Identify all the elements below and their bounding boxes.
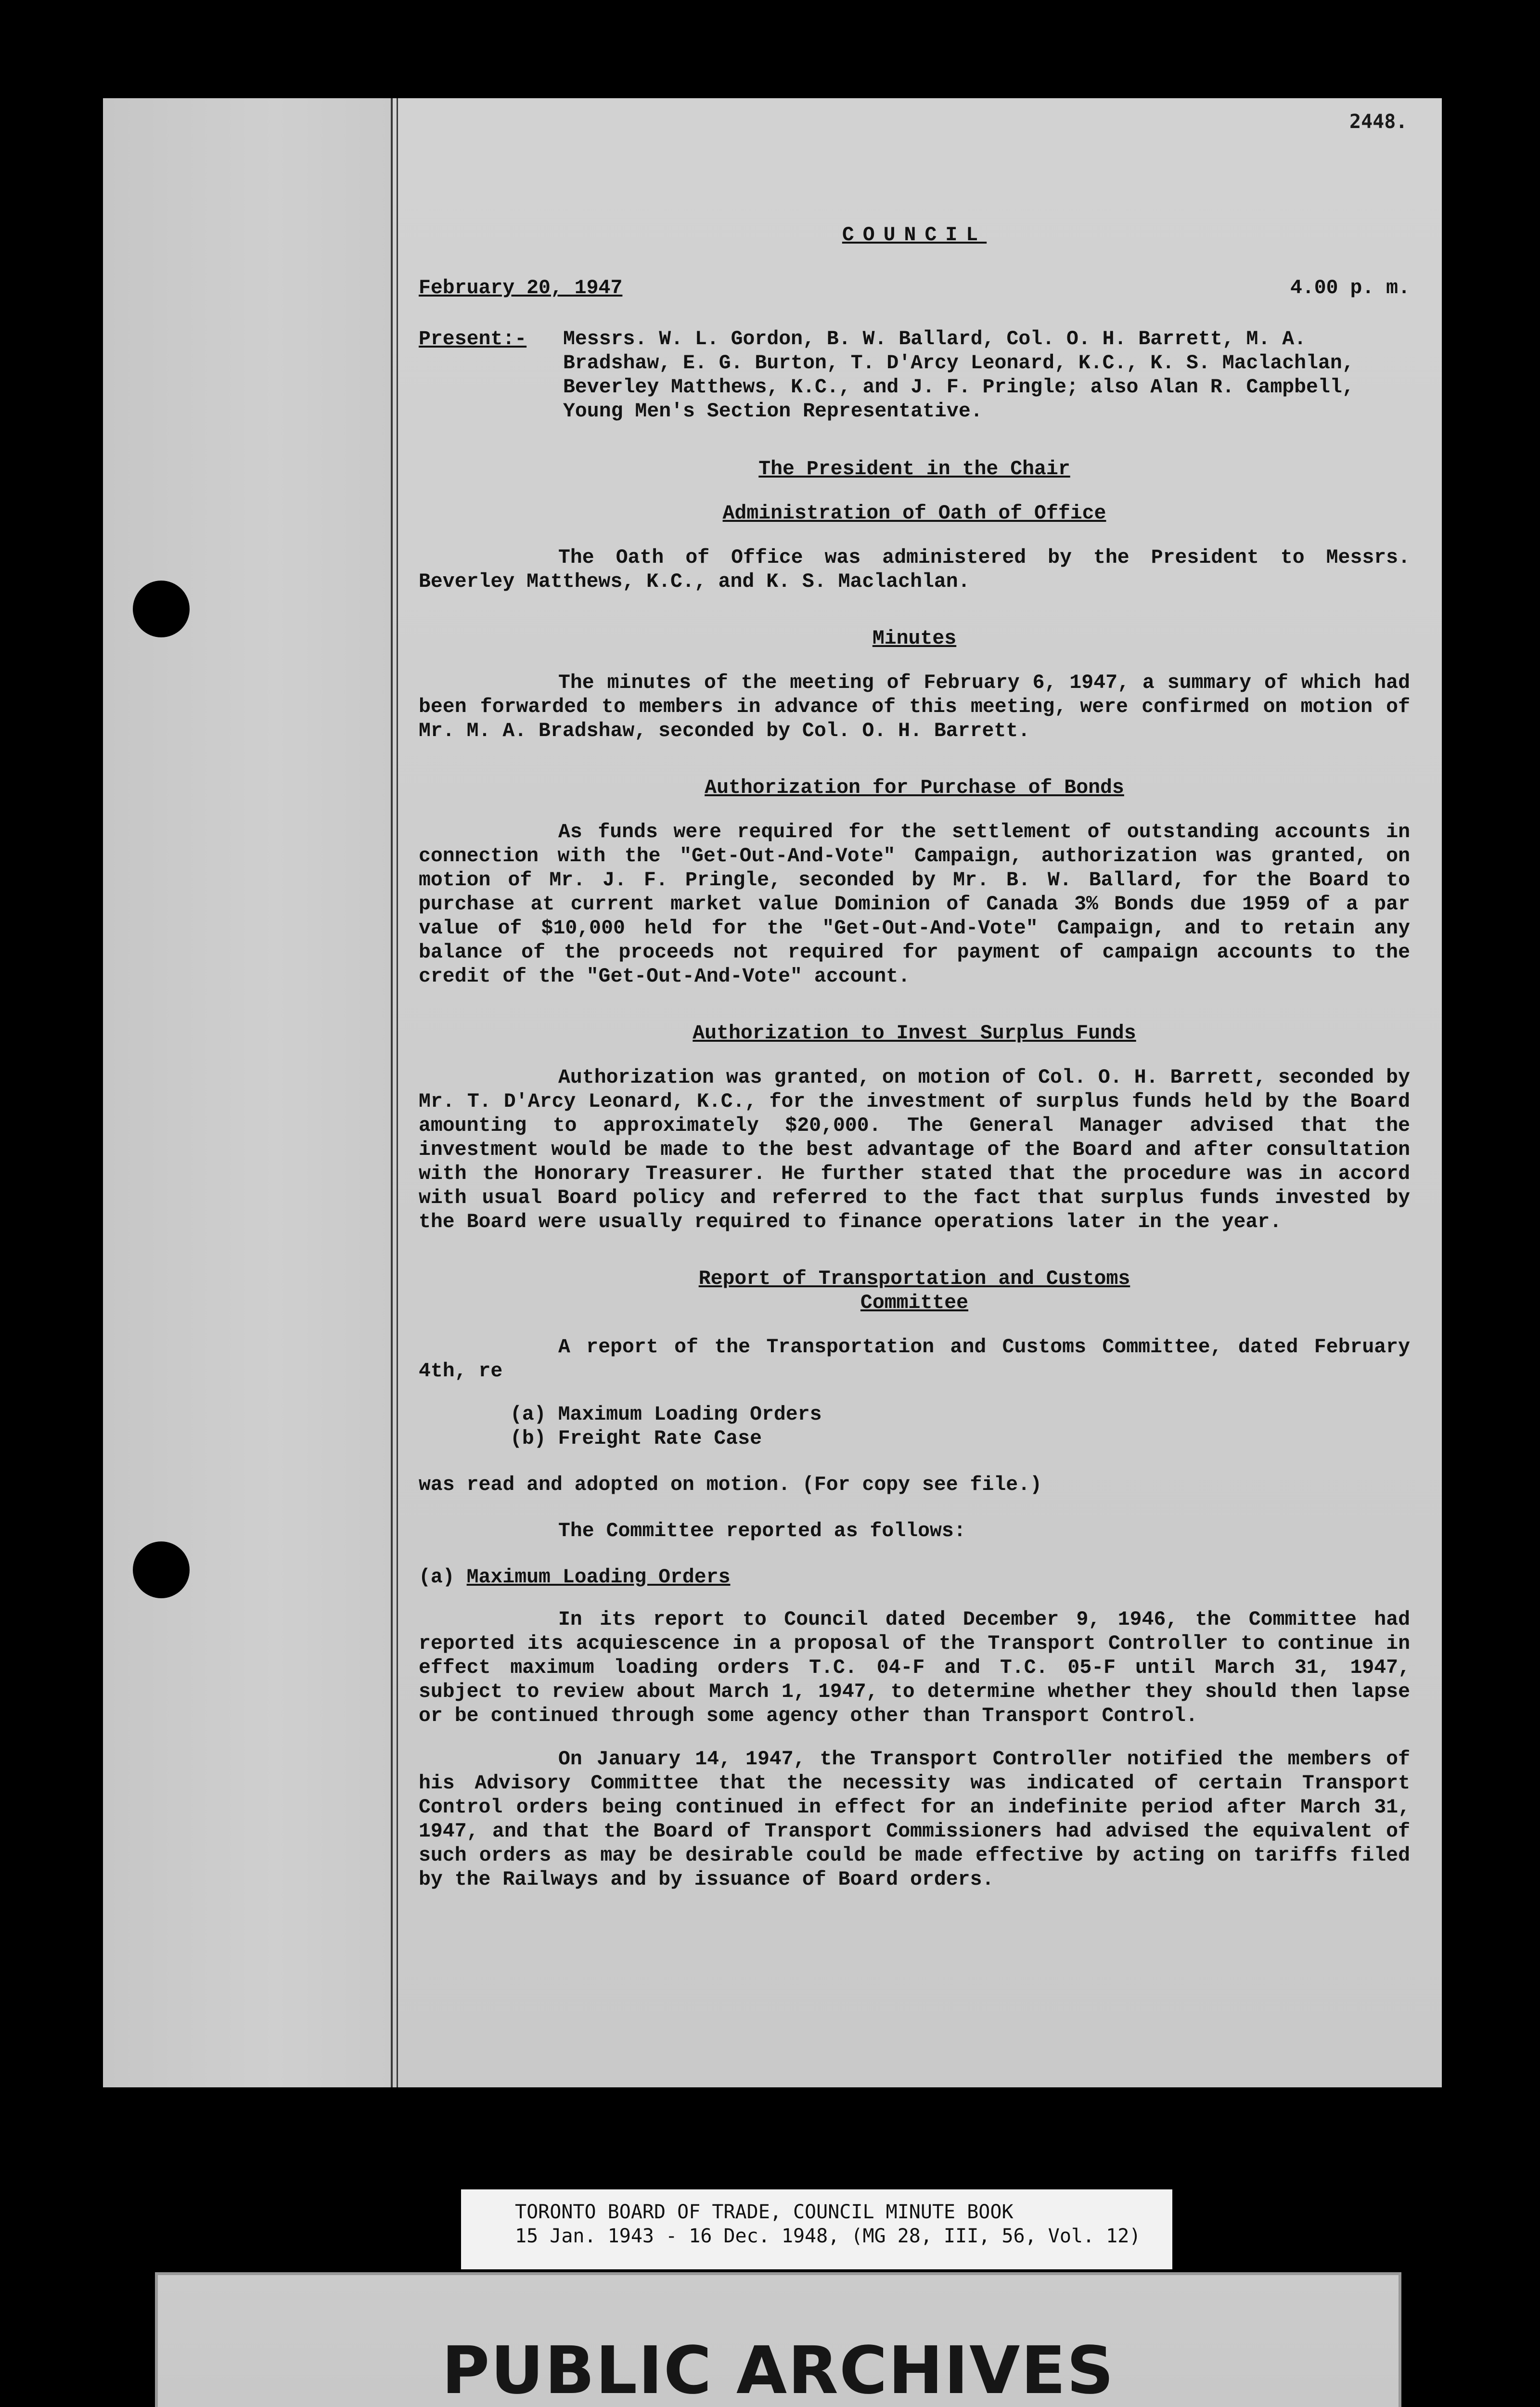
present-label: Present:- xyxy=(419,328,527,350)
adopted-line: was read and adopted on motion. (For copy see file.) xyxy=(419,1474,1042,1496)
bonds-heading: Authorization for Purchase of Bonds xyxy=(705,776,1124,799)
meeting-time: 4.00 p. m. xyxy=(1290,277,1410,299)
reference-line-2: 15 Jan. 1943 - 16 Dec. 1948, (MG 28, III, 56, Vol. 12) xyxy=(515,2225,1141,2247)
present-list: Messrs. W. L. Gordon, B. W. Ballard, Col. O. H. Barrett, M. A. Bradshaw, E. G. Burton, T. D'Arcy Leonard, K.C., K. S. Maclachlan, Beverley Matthews, K.C., and J. F. Pringle; also Alan R. Campbell, Young Men's Section Representative. xyxy=(563,328,1354,423)
surplus-paragraph: Authorization was granted, on motion of Col. O. H. Barrett, seconded by Mr. T. D'Arcy Leonard, K.C., for the investment of surplus funds held by the Board amounting to approximately $20,000. The General Manager advised that the investment would be made to the best advantage of the Board and after consultation with the Honorary Treasurer. He further stated that the procedure was in accord with usual Board policy and referred to the fact that surplus funds invested by the Board were usually required to finance operations later in the year. xyxy=(419,1066,1410,1233)
reference-line-1: TORONTO BOARD OF TRADE, COUNCIL MINUTE BOOK xyxy=(515,2201,1014,2223)
report-items xyxy=(510,1403,1410,1451)
meeting-date: February 20, 1947 xyxy=(419,277,623,299)
punch-hole-top xyxy=(133,581,190,637)
attendance xyxy=(419,327,1410,424)
reported-line: The Committee reported as follows: xyxy=(558,1520,966,1542)
document-title: COUNCIL xyxy=(842,224,987,246)
page-margin xyxy=(103,98,391,2087)
subsection-heading xyxy=(419,1566,1410,1590)
report-item: (a) Maximum Loading Orders xyxy=(510,1403,822,1426)
page-number: 2448. xyxy=(1349,111,1408,133)
loading-paragraph-2: On January 14, 1947, the Transport Controller notified the members of his Advisory Committee that the necessity was indicated of certain Transport Control orders being continued in effect for an indefinite period after March 31, 1947, and that the Board of Transport Commissioners had advised the equivalent of such orders as may be desirable could be made effective by acting on tariffs filed by the Railways and by issuance of Board orders. xyxy=(419,1748,1410,1891)
surplus-heading: Authorization to Invest Surplus Funds xyxy=(693,1022,1136,1045)
bonds-paragraph: As funds were required for the settlement of outstanding accounts in connection with the "Get-Out-And-Vote" Campaign, authorization was granted, on motion of Mr. J. F. Pringle, seconded by Mr. B. W. Ballard, for the Board to purchase at current market value Dominion of Canada 3% Bonds due 1959 of a par value of $10,000 held for the "Get-Out-And-Vote" Campaign, and to retain any balance of the proceeds not required for payment of campaign accounts to the credit of the "Get-Out-And-Vote" account. xyxy=(419,821,1410,988)
transport-heading: Report of Transportation and Customs xyxy=(698,1268,1130,1290)
meeting-dateline xyxy=(419,276,1410,300)
minutes-heading: Minutes xyxy=(872,627,957,650)
report-item: (b) Freight Rate Case xyxy=(510,1427,762,1450)
oath-heading: Administration of Oath of Office xyxy=(722,502,1106,525)
margin-rule xyxy=(391,98,393,2087)
loading-paragraph-1: In its report to Council dated December 9, 1946, the Committee had reported its acquiescence in a proposal of the Transport Controller to continue in effect maximum loading orders T.C. 04-F and T.C. 05-F until March 31, 1947, subject to review about March 1, 1947, to determine whether they should then lapse or be continued through some agency other than Transport Control. xyxy=(419,1608,1410,1727)
subsection-prefix: (a) xyxy=(419,1566,455,1589)
subsection-title: Maximum Loading Orders xyxy=(466,1566,731,1589)
transport-paragraph: A report of the Transportation and Customs Committee, dated February 4th, re xyxy=(419,1336,1410,1383)
stamp-line-1: PUBLIC ARCHIVES xyxy=(441,2333,1115,2407)
minutes-content xyxy=(419,223,1410,1925)
margin-rule-inner xyxy=(397,98,398,2087)
document-page xyxy=(103,98,1442,2087)
minutes-paragraph: The minutes of the meeting of February 6, 1947, a summary of which had been forwarded to members in advance of this meeting, were confirmed on motion of Mr. M. A. Bradshaw, seconded by Col. O. H. Barrett. xyxy=(419,672,1410,742)
transport-heading-line-2: Committee xyxy=(860,1292,969,1314)
punch-hole-bottom xyxy=(133,1541,190,1598)
chair-heading: The President in the Chair xyxy=(758,458,1070,480)
oath-paragraph: The Oath of Office was administered by the President to Messrs. Beverley Matthews, K.C., and K. S. Maclachlan. xyxy=(419,546,1410,593)
archive-reference-label xyxy=(461,2189,1172,2269)
archives-stamp xyxy=(155,2272,1401,2407)
